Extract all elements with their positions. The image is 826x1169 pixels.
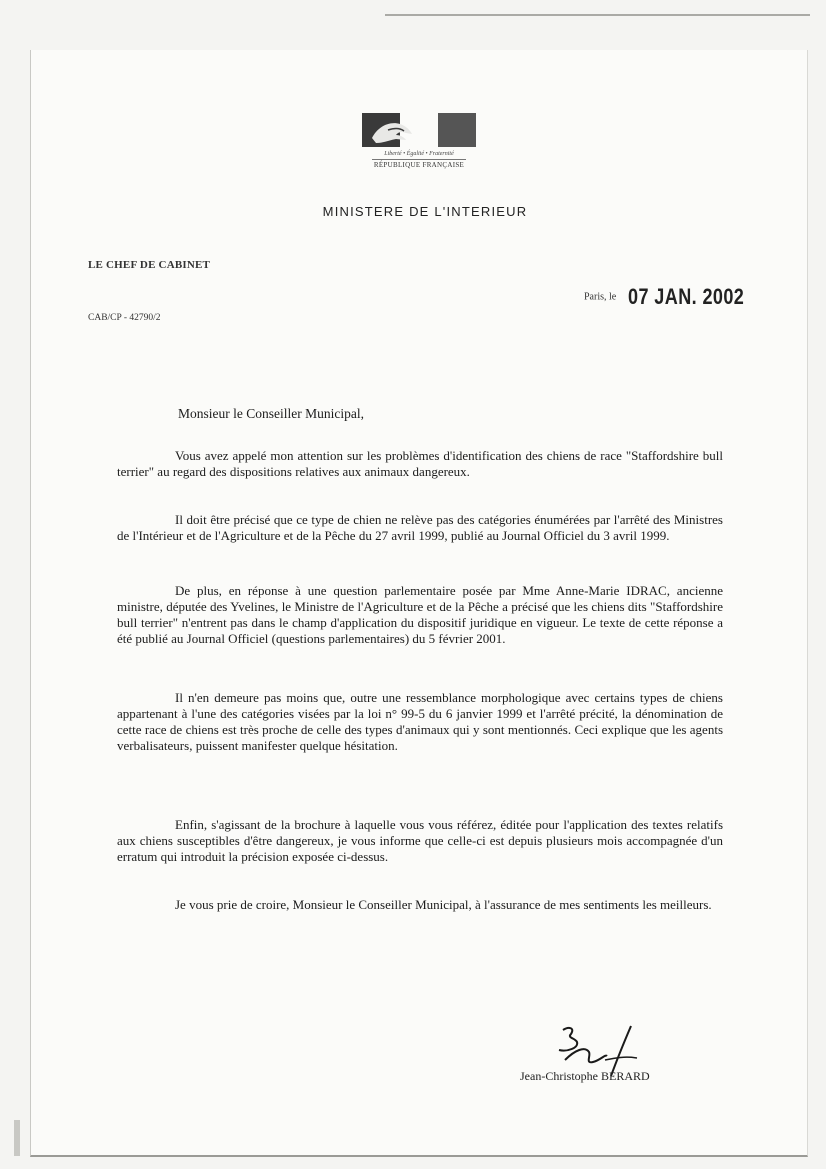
body-paragraph: Il doit être précisé que ce type de chien ne relève pas des catégories énumérées par l'arrêté des Ministres de l'Intérieur et de l'Agriculture et de la Pêche du 27 avril 1999, publié au Journal Officiel du 3 avril 1999. [117,512,723,543]
motto-text: Liberté • Égalité • Fraternité [384,151,454,157]
ministry-heading: MINISTERE DE L'INTERIEUR [322,204,528,219]
republique-francaise-logo [362,113,476,185]
tricolour-flag-icon [362,113,476,147]
republique-text: RÉPUBLIQUE FRANÇAISE [373,161,465,169]
salutation: Monsieur le Conseiller Municipal, [178,406,364,421]
reference-number: CAB/CP - 42790/2 [88,313,161,323]
marianne-profile-icon [366,116,436,146]
date-stamp: 07 JAN. 2002 [628,284,745,309]
closing-paragraph: Je vous prie de croire, Monsieur le Conseiller Municipal, à l'assurance de mes sentiments les meilleurs. [175,897,712,912]
scan-edge-line [385,14,810,16]
place-label: Paris, le [584,291,617,303]
body-paragraph: Il n'en demeure pas moins que, outre une ressemblance morphologique avec certains types de chiens appartenant à l'une des catégories visées par la loi n° 99-5 du 6 janvier 1999 et l'arrêté précité, la dénomination de cette race de chiens est très proche de celle des types d'animaux qui y sont mentionnés. Ceci explique que les agents verbalisateurs, puissent manifester quelque hésitation. [117,690,723,753]
scan-edge-mark [14,1120,20,1156]
body-paragraph: Vous avez appelé mon attention sur les problèmes d'identification des chiens de race "Staffordshire bull terrier" au regard des dispositions relatives aux animaux dangereux. [117,448,723,479]
body-paragraph: De plus, en réponse à une question parlementaire posée par Mme Anne-Marie IDRAC, ancienne ministre, députée des Yvelines, le Ministre de l'Agriculture et de la Pêche a précisé que les chiens dits "Staffordshire bull terrier" n'entrent pas dans le champ d'application du dispositif juridique en vigueur. Le texte de cette réponse a été publié au Journal Officiel (questions parlementaires) du 5 février 2001. [117,583,723,646]
logo-rule [372,159,466,160]
body-paragraph: Enfin, s'agissant de la brochure à laquelle vous vous référez, éditée pour l'application des textes relatifs aux chiens susceptibles d'être dangereux, je vous informe que celle-ci est depuis plusieurs mois accompagnée d'un erratum qui introduit la précision exposée ci-dessus. [117,817,723,864]
dateline [584,284,770,310]
signatory-name: Jean-Christophe BERARD [520,1069,650,1083]
sender-title: LE CHEF DE CABINET [88,259,211,271]
